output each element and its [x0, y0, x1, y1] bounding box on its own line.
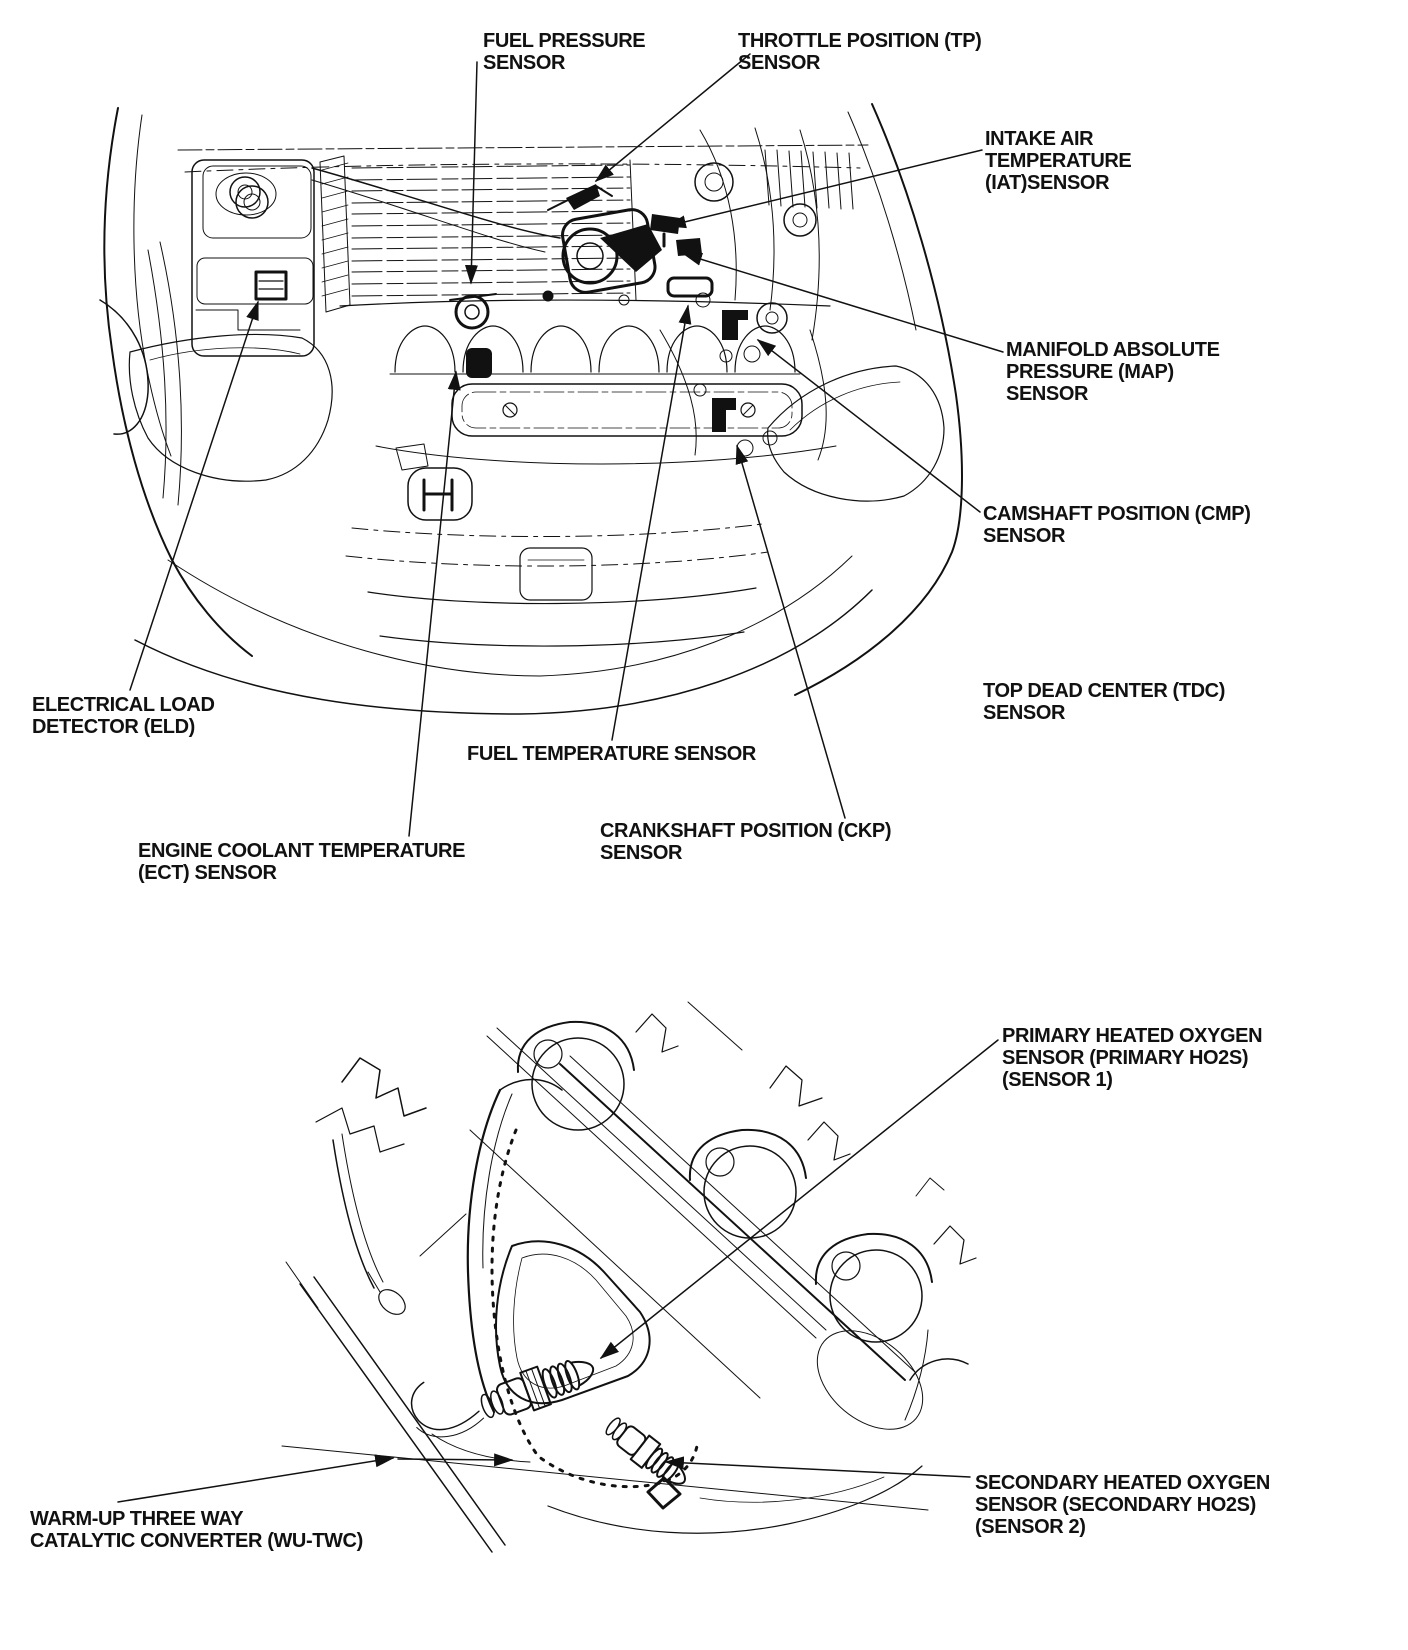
leader-wu-twc-2 [398, 1459, 512, 1460]
label-line: (ECT) SENSOR [138, 862, 277, 884]
label-manifold-absolute-pressure-sensor [1006, 339, 1220, 405]
label-line: SENSOR (SECONDARY HO2S) [975, 1494, 1256, 1516]
leader-eld [130, 302, 258, 690]
label-line: MANIFOLD ABSOLUTE [1006, 339, 1220, 361]
throttle-body-cluster [543, 184, 712, 305]
primary-ho2s-sensor [403, 1326, 600, 1450]
label-line: FUEL TEMPERATURE SENSOR [467, 743, 756, 765]
port-boss-4-partial [910, 1359, 968, 1380]
label-line: SENSOR [983, 702, 1066, 724]
label-line: ENGINE COOLANT TEMPERATURE [138, 840, 466, 862]
label-line: SENSOR [738, 52, 821, 74]
ribbed-intake-block [320, 156, 636, 312]
secondary-ho2s-sensor [601, 1412, 694, 1494]
engine-bay-figure [100, 104, 962, 714]
map-sensor [676, 238, 702, 256]
label-line: SENSOR (PRIMARY HO2S) [1002, 1047, 1249, 1069]
leader-lines [118, 54, 1003, 1502]
label-line: DETECTOR (ELD) [32, 716, 195, 738]
fuse-box-and-eld [192, 160, 314, 356]
label-camshaft-position-sensor [983, 503, 1250, 547]
leader-iat [668, 150, 982, 226]
label-crankshaft-position-sensor [600, 820, 891, 864]
heat-shield [468, 1080, 650, 1413]
label-primary-ho2s [1002, 1025, 1262, 1091]
label-warm-up-catalytic-converter [30, 1508, 363, 1552]
leader-primary-ho2s [601, 1040, 998, 1358]
frame-rails [282, 1134, 928, 1552]
engine-block [340, 300, 836, 464]
label-intake-air-temperature-sensor [985, 128, 1131, 194]
cmp-sensor [722, 310, 748, 340]
label-line: CRANKSHAFT POSITION (CKP) [600, 820, 892, 842]
label-line: SENSOR [1006, 383, 1089, 405]
label-fuel-temperature-sensor [467, 743, 756, 765]
leader-ect [409, 372, 456, 836]
front-fascia [129, 334, 944, 646]
leader-fuel-pressure [471, 62, 477, 283]
label-engine-coolant-temperature-sensor [138, 840, 465, 884]
label-line: FUEL PRESSURE [483, 30, 646, 52]
car-body-outline [104, 104, 962, 714]
label-line: SENSOR [600, 842, 683, 864]
leader-cmp [758, 340, 980, 512]
label-line: PRIMARY HEATED OXYGEN [1002, 1025, 1263, 1047]
leader-fuel-temp [612, 306, 688, 740]
label-fuel-pressure-sensor [483, 30, 645, 74]
mount-brackets [316, 1058, 466, 1319]
label-line: CATALYTIC CONVERTER (WU-TWC) [30, 1530, 363, 1552]
label-line: (SENSOR 1) [1002, 1069, 1113, 1091]
label-line: SENSOR [983, 525, 1066, 547]
exhaust-figure [282, 1002, 976, 1552]
label-line: TOP DEAD CENTER (TDC) [983, 680, 1225, 702]
fuel-pressure-sensor-part [450, 294, 496, 328]
underbody-curves [432, 1002, 944, 1533]
label-secondary-ho2s [975, 1472, 1270, 1538]
label-line: PRESSURE (MAP) [1006, 361, 1174, 383]
tp-sensor [600, 224, 662, 272]
port-boss-1 [518, 1014, 678, 1130]
label-line: WARM-UP THREE WAY [30, 1508, 244, 1530]
wiring-harness [100, 128, 819, 505]
label-line: ELECTRICAL LOAD [32, 694, 215, 716]
label-throttle-position-sensor [738, 30, 981, 74]
label-line: SECONDARY HEATED OXYGEN [975, 1472, 1270, 1494]
label-line: INTAKE AIR [985, 128, 1094, 150]
port-boss-2 [690, 1122, 850, 1238]
label-electrical-load-detector [32, 694, 215, 738]
label-line: CAMSHAFT POSITION (CMP) [983, 503, 1251, 525]
ckp-sensor [712, 398, 736, 432]
label-line: (IAT)SENSOR [985, 172, 1110, 194]
label-top-dead-center-sensor [983, 680, 1225, 724]
leader-secondary-ho2s [666, 1462, 970, 1477]
label-line: (SENSOR 2) [975, 1516, 1086, 1538]
eld-unit [256, 272, 286, 299]
cowl-panel [178, 145, 868, 236]
label-line: THROTTLE POSITION (TP) [738, 30, 982, 52]
manifold-rails [470, 1028, 915, 1398]
label-line: TEMPERATURE [985, 150, 1132, 172]
label-line: SENSOR [483, 52, 566, 74]
port-boss-3 [816, 1226, 976, 1342]
leader-wu-twc-1 [118, 1458, 393, 1502]
